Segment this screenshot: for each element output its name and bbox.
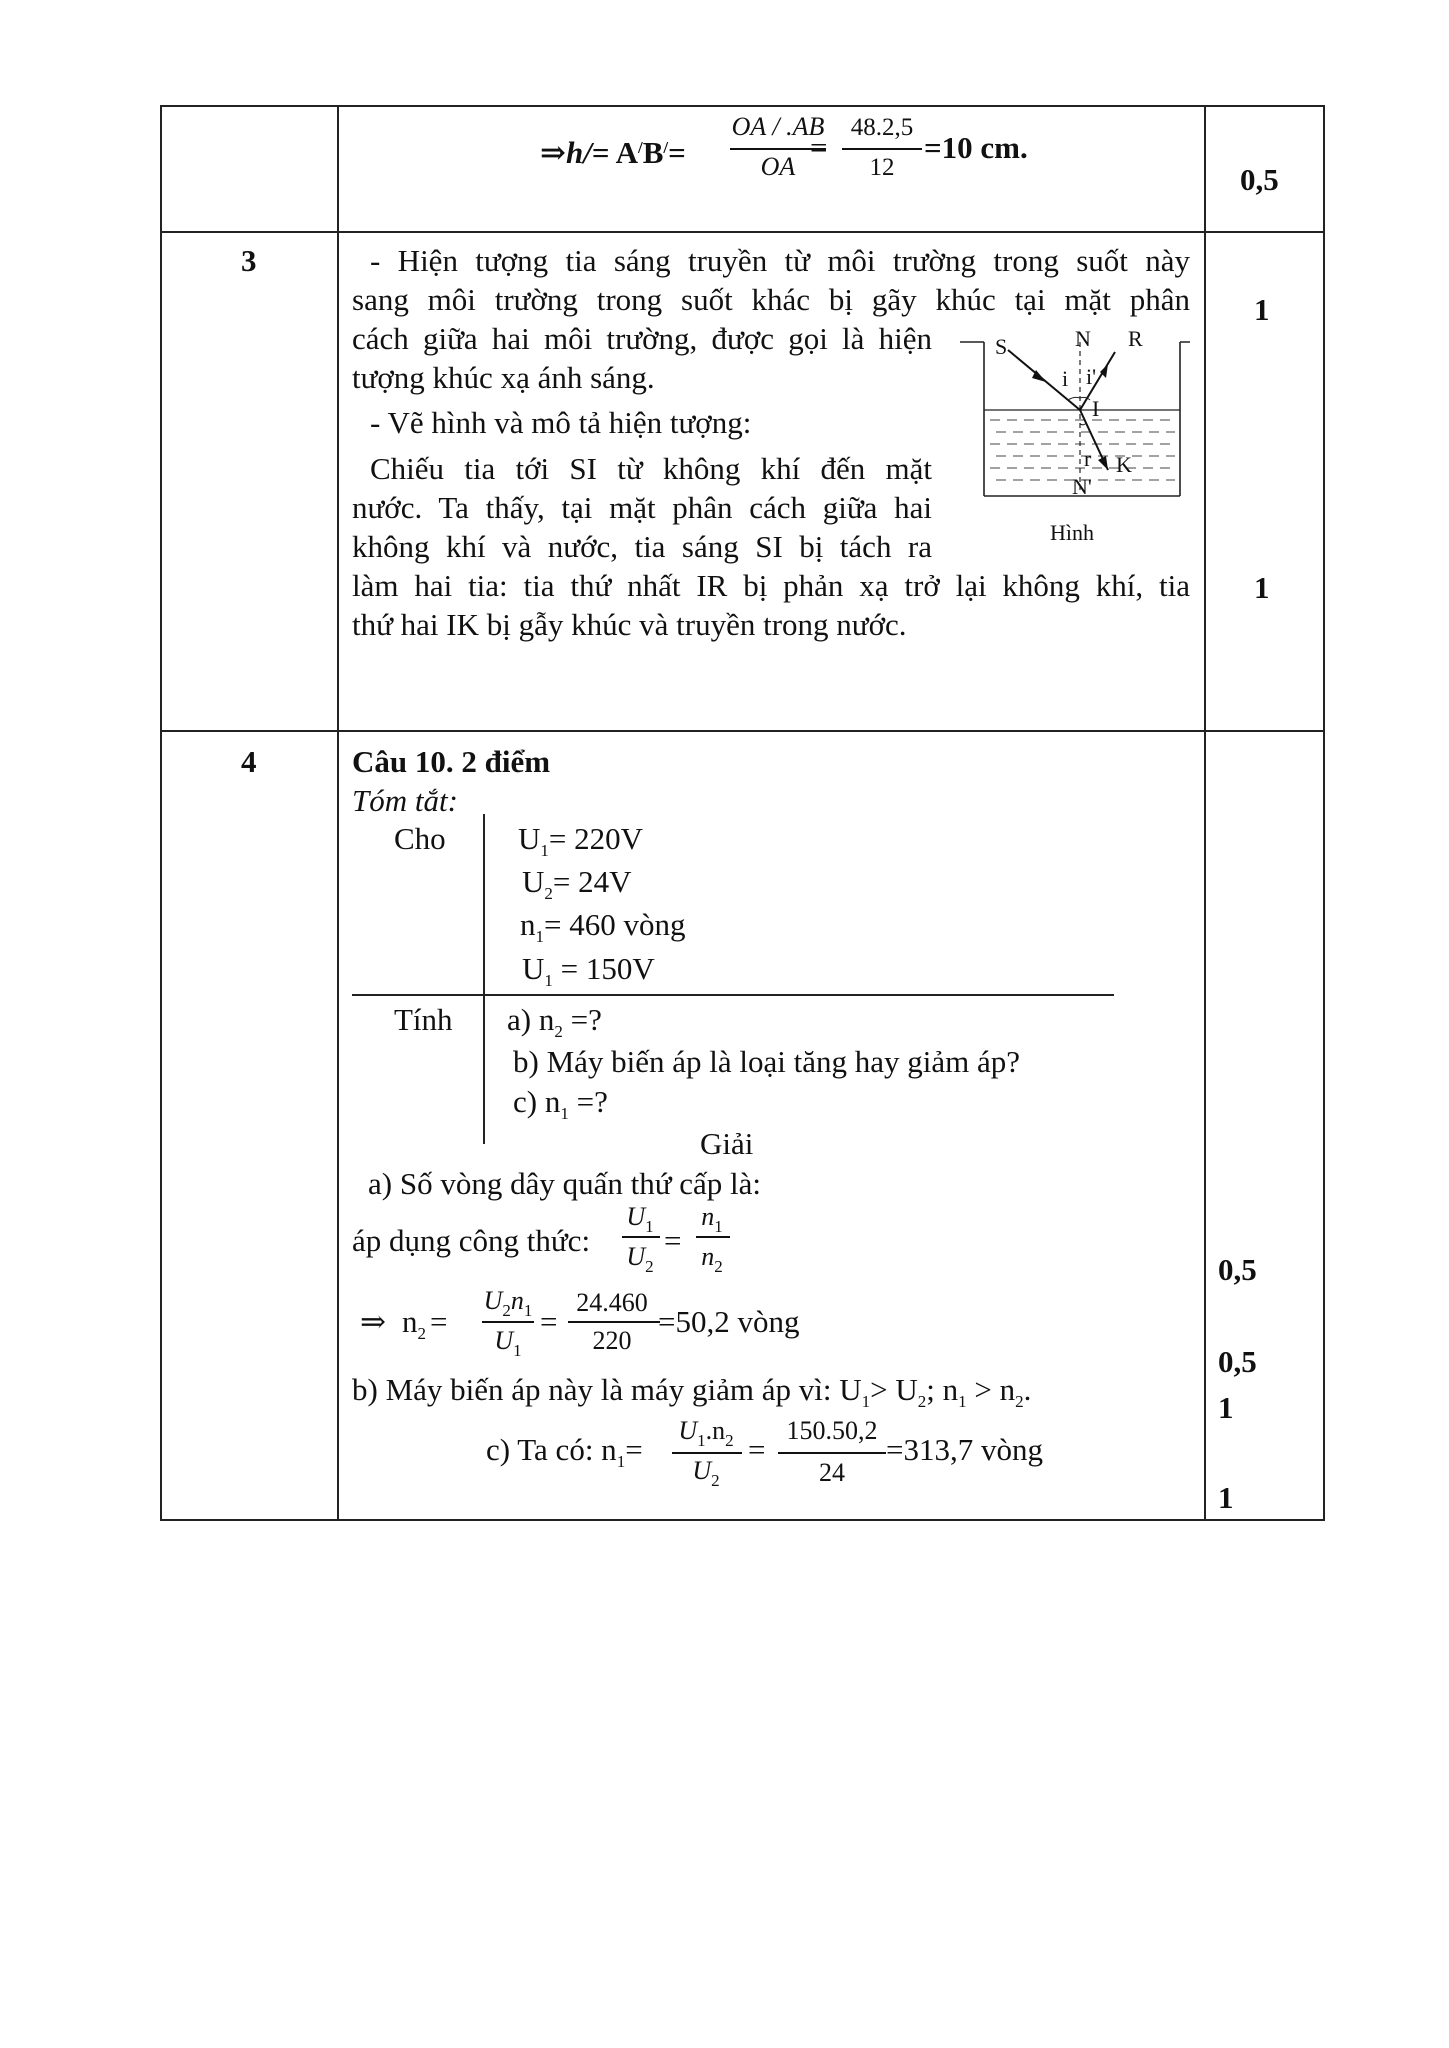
fraction-bar [622, 1236, 660, 1238]
part-b-text: b) Máy biến áp này là máy giảm áp vì: $U_1> U_2$; $n_1 > n_2$. [352, 1372, 1032, 1411]
refraction-diagram [950, 320, 1190, 530]
column-divider-2 [1204, 105, 1206, 1521]
f2-denominator: $U_1$ [494, 1326, 522, 1360]
score: 0,5 [1218, 1344, 1257, 1379]
table-top-border [160, 105, 1325, 107]
row-index: 3 [241, 243, 257, 278]
given-u2: $U_2= 24V$ [522, 864, 632, 903]
score: 1 [1218, 1480, 1234, 1515]
fraction-bar [842, 148, 922, 150]
f1-denominator-right: $n_2$ [701, 1242, 723, 1276]
label-point-i: I [1092, 396, 1100, 421]
implies-arrow: ⇒ [540, 135, 566, 170]
column-divider-1 [337, 105, 339, 1521]
f1-numerator-left: $U_1$ [626, 1202, 654, 1236]
refraction-figure [950, 320, 1190, 545]
find-b: b) Máy biến áp là loại tăng hay giảm áp? [513, 1044, 1021, 1079]
part-a-intro: a) Số vòng dây quấn thứ cấp là: [368, 1166, 762, 1201]
f2-lhs: ⇒ $n_2$ = [360, 1304, 448, 1343]
f2-denominator-value: 220 [592, 1326, 632, 1355]
score: 1 [1254, 292, 1270, 327]
find-a: a) $n_2$ =? [507, 1002, 602, 1041]
fraction-numerator: 48.2,5 [850, 114, 914, 141]
label-s: S [995, 334, 1008, 359]
table-bottom-border [160, 1519, 1325, 1521]
f2-result: =50,2 vòng [658, 1304, 800, 1339]
part-c-numerator: $U_1.n_2$ [678, 1416, 734, 1450]
part-c-result: =313,7 vòng [886, 1432, 1043, 1467]
label-r-angle: r [1084, 446, 1092, 471]
summary-vertical-line [483, 814, 485, 1144]
fraction-numerator: OA / .AB [731, 112, 825, 141]
row-divider-2 [160, 730, 1325, 732]
label-i: i [1062, 366, 1069, 391]
table-right-border [1323, 105, 1325, 1521]
part-c-denominator-value: 24 [819, 1458, 845, 1487]
summary-horizontal-line [352, 994, 1114, 996]
solution-label: Giải [700, 1126, 754, 1161]
score: 1 [1254, 570, 1270, 605]
fraction-bar [696, 1236, 730, 1238]
score: 0,5 [1240, 162, 1279, 197]
fraction-denominator: OA [760, 152, 796, 181]
fraction-bar [672, 1452, 742, 1454]
fraction-bar [482, 1321, 534, 1323]
f2-numerator: $U_2n_1$ [483, 1286, 533, 1320]
label-n: N [1075, 326, 1091, 351]
formula-intro: áp dụng công thức: [352, 1223, 591, 1258]
f1-denominator-left: $U_2$ [626, 1242, 654, 1276]
find-label: Tính [394, 1002, 453, 1037]
label-r: R [1128, 326, 1143, 351]
question-title: Câu 10. 2 điểm [352, 744, 551, 779]
fraction-denominator: 12 [869, 154, 895, 181]
find-c: c) $n_1$ =? [513, 1084, 608, 1123]
f2-numerator-value: 24.460 [576, 1288, 648, 1317]
label-n-prime: N' [1072, 474, 1092, 499]
figure-caption: Hình [1050, 520, 1094, 545]
label-k: K [1116, 452, 1132, 477]
fraction-bar [568, 1321, 660, 1323]
formula-result: =10 cm. [924, 130, 1028, 165]
part-c-lhs: c) Ta có: $n_1=$ [486, 1432, 643, 1471]
given-label: Cho [394, 821, 446, 856]
f1-numerator-right: $n_1$ [701, 1202, 723, 1236]
part-c-numerator-value: 150.50,2 [786, 1416, 878, 1445]
score: 1 [1218, 1390, 1234, 1425]
summary-label: Tóm tắt: [352, 783, 458, 818]
given-u1: $U_1= 220V$ [518, 821, 644, 860]
part-c-denominator: $U_2$ [692, 1456, 720, 1490]
table-left-border [160, 105, 162, 1521]
row-index: 4 [241, 744, 257, 779]
row-divider-1 [160, 231, 1325, 233]
score: 0,5 [1218, 1252, 1257, 1287]
given-u1-new: $U_1 = 150V$ [522, 951, 655, 990]
given-n1: $n_1= 460$ vòng [520, 907, 686, 946]
fraction-bar [778, 1452, 886, 1454]
label-i-prime: i' [1086, 364, 1097, 389]
